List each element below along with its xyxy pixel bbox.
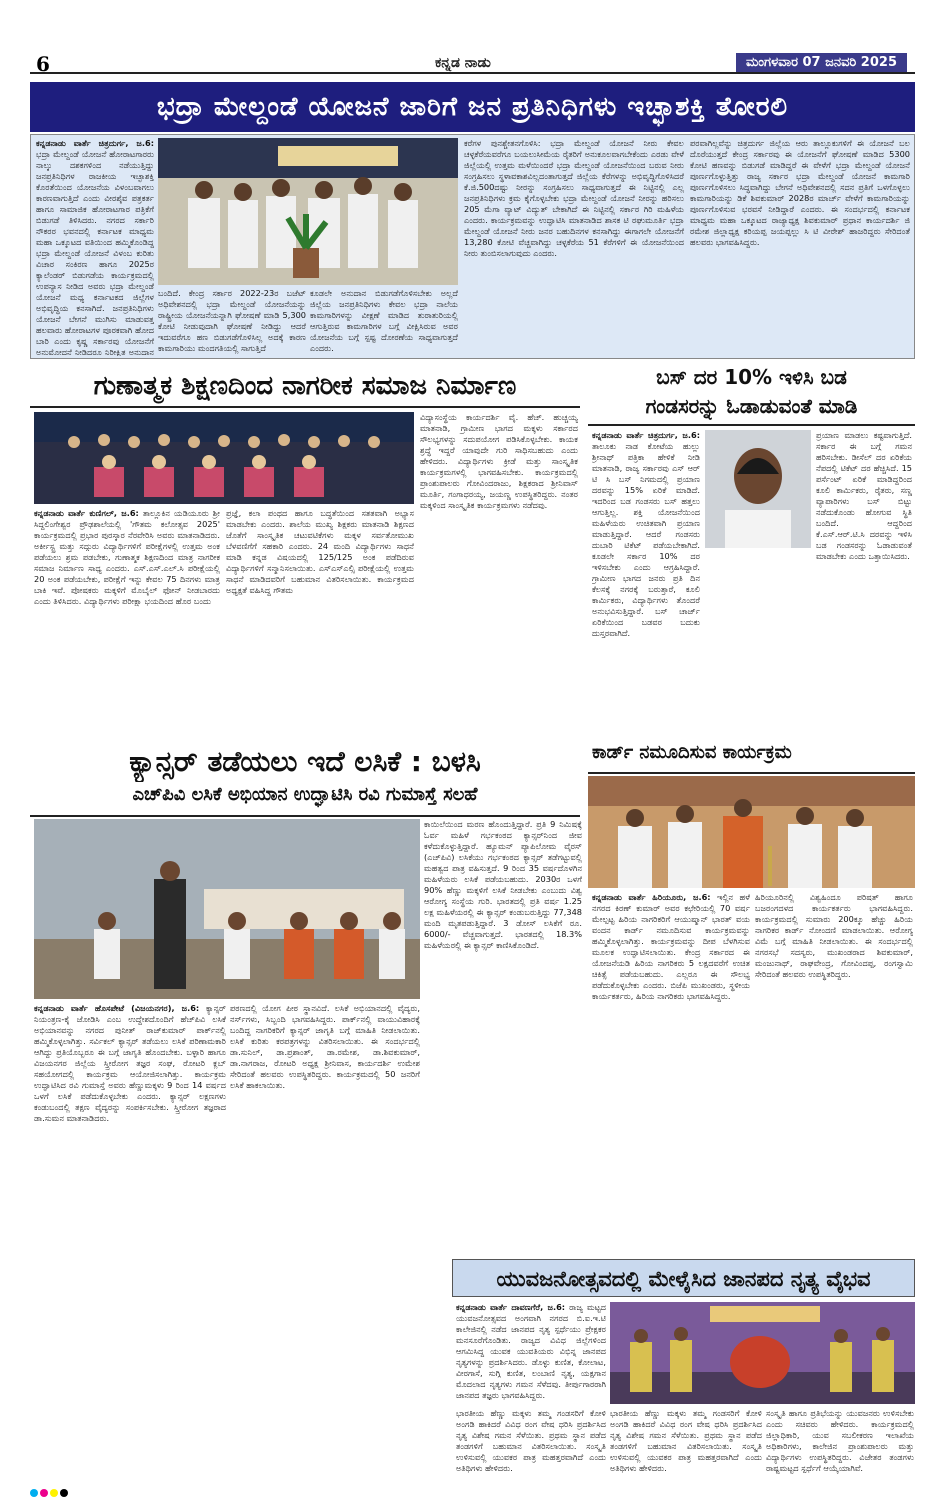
lead-headline: ಭದ್ರಾ ಮೇಲ್ದಂಡೆ ಯೋಜನೆ ಜಾರಿಗೆ ಜನ ಪ್ರತಿನಿಧಿಗಳು ಇಚ್ಛಾಶಕ್ತಿ ತೋರಲಿ [30,82,915,132]
education-col-2: ಪ್ರಜ್ಞೆ, ಕಲಾ ಪಂಥದ ಹಾಗೂ ಬದ್ಧತೆಯಿಂದ ಸತತವಾಗಿ ಅಭ್ಯಾಸ ಮಾಡಬೇಕು ಎಂದರು. ಶಾಲೆಯ ಮುಖ್ಯ ಶಿಕ್ಷಕರು ಮಾತನಾಡಿ ಶಿಕ್ಷಣದ ಜೊತೆಗೆ ಸಾಂಸ್ಕೃತಿಕ ಚಟುವಟಿಕೆಗಳು ಮಕ್ಕಳ ಸರ್ವತೋಮುಖ ಬೆಳವಣಿಗೆಗೆ ಸಹಕಾರಿ ಎಂದರು. 24 ಮಂದಿ ವಿದ್ಯಾರ್ಥಿಗಳು ಸಾಧನೆ ಮಾಡಿ ಕನ್ನಡ ವಿಷಯದಲ್ಲಿ 125/125 ಅಂಕ ಪಡೆದಿರುವ ವಿದ್ಯಾರ್ಥಿಗಳಿಗೆ ಸನ್ಮಾನಿಸಲಾಯಿತು. ಎಸ್ಎಸ್ಎಲ್ಸಿ ಪರೀಕ್ಷೆಯಲ್ಲಿ ಉತ್ತಮ ಸಾಧನೆ ಮಾಡಿದವರಿಗೆ ಬಹುಮಾನ ವಿತರಿಸಲಾಯಿತು. ಕಾರ್ಯಕ್ರಮದ ಅಧ್ಯಕ್ಷತೆ ವಹಿಸಿದ್ದ ಗೌತಮ [226,508,414,595]
lead-text-1: ಭದ್ರಾ ಮೇಲ್ದಂಡೆ ಯೋಜನೆ ಹೋರಾಟಗಾರರು ನಾಲ್ಕು ದಶಕಗಳಿಂದ ನಡೆಯುತ್ತಿದ್ದು ಜನಪ್ರತಿನಿಧಿಗಳ ರಾಜಕೀಯ ಇಚ್ಛಾಶಕ್ತಿ ಕೊರತೆಯಿಂದ ಯೋಜನೆಯ ವಿಳಂಬವಾಗಲು ಕಾರಣವಾಗುತ್ತಿದೆ ಎಂದು ವೀರಶೈವ ಪತ್ರಕರ್ತ ಹಾಗೂ ಸಾಮಾಜಿಕ ಹೋರಾಟಗಾರ ಪತ್ರಿಕೆಗೆ ಬಿಡುಗಡೆ ತಿಳಿಸಿದರು. ನಗರದ ಸರ್ಕಾರಿ ನೌಕರರ ಭವನದಲ್ಲಿ ಕರ್ನಾಟಕ ಮಾಧ್ಯಮ ಮಹಾ ಒಕ್ಕೂಟದ ವತಿಯಿಂದ ಹಮ್ಮಿಕೊಂಡಿದ್ದ ಭದ್ರಾ ಮೇಲ್ದಂಡೆ ಯೋಜನೆ ವಿಳಂಬ ಕುರಿತು ವಿಚಾರ ಸಂಕಿರಣ ಹಾಗೂ 2025ರ ಕ್ಯಾಲೆಂಡರ್ ಬಿಡುಗಡೆಯ ಕಾರ್ಯಕ್ರಮದಲ್ಲಿ ಉಪನ್ಯಾಸ ನೀಡಿದ ಅವರು ಭದ್ರಾ ಮೇಲ್ದಂಡೆ ಯೋಜನೆ ಮಧ್ಯ ಕರ್ನಾಟಕದ ಜಿಲ್ಲೆಗಳ ಅಭಿವೃದ್ಧಿಯ ಕನಸಾಗಿದೆ. ಜನಪ್ರತಿನಿಧಿಗಳು ಯೋಜನೆ ಬೇಗನೆ ಮುಗಿಸು ಮಾಡುವತ್ತ ಹಲವಾರು ಹೋರಾಟಗಳ ಪೂರಕವಾಗಿ ಹೋದ ಬಾರಿ ಎಂದು ಕೃಷ್ಣ ಸರ್ಕಾರವು ಯೋಜನೆಗೆ ಅನುಮೋದನೆ ನೀಡಿದರೂ ನಿರೀಕ್ಷಿತ ಅನುದಾನ [36,149,154,356]
folk-headline: ಯುವಜನೋತ್ಸವದಲ್ಲಿ ಮೇಳೈಸಿದ ಜಾನಪದ ನೃತ್ಯ ವೈಭವ [452,1259,915,1297]
portrait-illustration [705,430,811,548]
cancer-subhead: ಎಚ್‌ಪಿವಿ ಲಸಿಕೆ ಅಭಿಯಾನ ಉದ್ಘಾಟಿಸಿ ರವಿ ಗುಮಾಸ್ತೆ ಸಲಹೆ [132,784,478,805]
card-text-1: ಇಲ್ಲಿನ ಹಳೆ ನಗರದ ಕಿರಣ್ ಕುಮಾರ್ ಅವರ ಕಛೇರಿಯಲ್ಲಿ 70 ವರ್ಷ ಮೇಲ್ಪಟ್ಟ ಹಿರಿಯ ನಾಗರಿಕರಿಗೆ ಆಯುಷ್ಮಾನ್ ಭಾರತ್ ವಯ ವಂದನ ಕಾರ್ಡ್ ನಮೂದಿಸುವ ಕಾರ್ಯಕ್ರಮವನ್ನು ಹಮ್ಮಿಕೊಳ್ಳಲಾಗಿತ್ತು. ಕಾರ್ಯಕ್ರಮವನ್ನು ದೀಪ ಬೆಳಗಿಸುವ ಮೂಲಕ ಉದ್ಘಾಟಿಸಲಾಯಿತು. ಕೇಂದ್ರ ಸರ್ಕಾರದ ಈ ಯೋಜನೆಯಡಿ ಹಿರಿಯ ನಾಗರಿಕರು 5 ಲಕ್ಷದವರೆಗೆ ಉಚಿತ ಚಿಕಿತ್ಸೆ ಪಡೆಯಬಹುದು. ಎಲ್ಲರೂ ಈ ಸೌಲಭ್ಯ ಪಡೆದುಕೊಳ್ಳಬೇಕು ಎಂದರು. ಬಿಜೆಪಿ ಮುಖಂಡರು, ಸ್ಥಳೀಯ ಕಾರ್ಯಕರ್ತರು, ಹಿರಿಯ ನಾಗರಿಕರು ಭಾಗವಹಿಸಿದ್ದರು. [592,892,750,1001]
card-byline: ಕನ್ನಡನಾಡು ವಾರ್ತೆ ಹಿರಿಯೂರು, ಜ.6: [592,892,711,902]
education-col-1 [34,508,220,738]
registration-marks [30,1482,915,1492]
folk-col-2: ಭಾರತೀಯ ಹೆಣ್ಣು ಮಕ್ಕಳು ತಮ್ಮ ಗಂಡಸರಿಗೆ ಕೋಳಿ ಅಂಗಡಿ ಹಾಕಿದರೆ ವಿವಿಧ ರಂಗ ವೇಷ ಧರಿಸಿ ಪ್ರದರ್ಶಿಸಿದ ನೃತ್ಯ ವಿಶೇಷ ಗಮನ ಸೆಳೆಯಿತು. ಪ್ರಥಮ ಸ್ಥಾನ ಪಡೆದ ತಂಡಗಳಿಗೆ ಬಹುಮಾನ ವಿತರಿಸಲಾಯಿತು. ಸಂಸ್ಕೃತಿ ಉಳಿಸುವಲ್ಲಿ ಯುವಕರ ಪಾತ್ರ ಮಹತ್ತರವಾಗಿದೆ ಎಂದು ಅತಿಥಿಗಳು ಹೇಳಿದರು. [456,1408,606,1473]
cancer-col-1 [34,1003,226,1253]
folk-col-1 [456,1302,606,1404]
lead-under-photo-2: ಕೂಡಲೇ ಅನುದಾನ ಬಿಡುಗಡೆಗೊಳಿಸಬೇಕು ಅಲ್ಲದೆ ಜಿಲ್ಲೆಯ ಜನಪ್ರತಿನಿಧಿಗಳು ಕೇವಲ ಭದ್ರಾ ನಾಲೆಯ ಕಾಮಗಾರಿಗಳನ್ನು ವೀಕ್ಷಣೆ ಮಾಡಿದ ತುರಾತುರಿಯಲ್ಲಿ ಆಗುತ್ತಿರುವ ಕಾಮಗಾರಿಗಳ ಬಗ್ಗೆ ವೀಕ್ಷಿಸಿರುವ ಅವರ ಯೋಜನೆಯ ಬಗ್ಗೆ ಸ್ಪಷ್ಟ ದೋರಣೆಯ ಸಾಧ್ಯವಾಗುತ್ತದೆ ಎಂದರು. [310,288,458,353]
page-number: 6 [36,52,50,76]
bus-col-1 [592,430,700,738]
divider [30,406,580,408]
card-col-2: ಹಿರಿಯೂರಿನಲ್ಲಿ ವಿಶ್ವಹಿಂದೂ ಪರಿಷತ್ ಹಾಗೂ ಬಜರಂಗದಳದ ಕಾರ್ಯಕರ್ತರು ಭಾಗವಹಿಸಿದ್ದರು. ಕಾರ್ಯಕ್ರಮದಲ್ಲಿ ಸುಮಾರು 200ಕ್ಕೂ ಹೆಚ್ಚು ಹಿರಿಯ ನಾಗರಿಕರ ಕಾರ್ಡ್ ನೋಂದಣಿ ಮಾಡಲಾಯಿತು. ಆರೋಗ್ಯ ವಿಮೆ ಬಗ್ಗೆ ಮಾಹಿತಿ ನೀಡಲಾಯಿತು. ಈ ಸಂದರ್ಭದಲ್ಲಿ ನಗರಸಭೆ ಸದಸ್ಯರು, ಮುಖಂಡರಾದ ಶಿವಕುಮಾರ್, ಮಂಜುನಾಥ್, ರಾಘವೇಂದ್ರ, ಗೋವಿಂದಪ್ಪ, ರಂಗಸ್ವಾಮಿ ಸೇರಿದಂತೆ ಹಲವರು ಉಪಸ್ಥಿತರಿದ್ದರು. [755,892,913,979]
lead-photo [158,138,458,285]
cancer-byline: ಕನ್ನಡನಾಡು ವಾರ್ತೆ ಹೊಸಪೇಟೆ (ವಿಜಯನಗರ), ಜ.6: [34,1003,200,1013]
education-headline: ಗುಣಾತ್ಮಕ ಶಿಕ್ಷಣದಿಂದ ನಾಗರೀಕ ಸಮಾಜ ನಿರ್ಮಾಣ [93,371,517,401]
black-mark [60,1489,68,1497]
education-byline: ಕನ್ನಡನಾಡು ವಾರ್ತೆ ಕುಣಿಗಲ್, ಜ.6: [34,508,139,518]
card-headline: ಕಾರ್ಡ್ ನಮೂದಿಸುವ ಕಾರ್ಯಕ್ರಮ [592,742,792,763]
card-photo [588,776,915,888]
bus-headline-1: ಬಸ್ ದರ 10% ಇಳಿಸಿ ಬಡ [656,365,847,389]
folk-col-3a: ಭಾರತೀಯ ಹೆಣ್ಣು ಮಕ್ಕಳು ತಮ್ಮ ಗಂಡಸರಿಗೆ ಕೋಳಿ ಅಂಗಡಿ ಹಾಕಿದರೆ ವಿವಿಧ ರಂಗ ವೇಷ ಧರಿಸಿ ಪ್ರದರ್ಶಿಸಿದ ನೃತ್ಯ ವಿಶೇಷ ಗಮನ ಸೆಳೆಯಿತು. ಪ್ರಥಮ ಸ್ಥಾನ ಪಡೆದ ತಂಡಗಳಿಗೆ ಬಹುಮಾನ ವಿತರಿಸಲಾಯಿತು. ಸಂಸ್ಕೃತಿ ಉಳಿಸುವಲ್ಲಿ ಯುವಕರ ಪಾತ್ರ ಮಹತ್ತರವಾಗಿದೆ ಎಂದು ಅತಿಥಿಗಳು ಹೇಳಿದರು. [610,1408,762,1473]
folk-byline: ಕನ್ನಡನಾಡು ವಾರ್ತೆ ದಾವಣಗೆರೆ, ಜ.6: [456,1302,566,1312]
bus-byline: ಕನ್ನಡನಾಡು ವಾರ್ತೆ ಚಿತ್ರದುರ್ಗ, ಜ.6: [592,430,700,440]
cancer-col-3: ಕಾಯಿಲೆಯಿಂದ ಮರಣ ಹೊಂದುತ್ತಿದ್ದಾರೆ. ಪ್ರತಿ 9 ನಿಮಿಷಕ್ಕೆ ಓರ್ವ ಮಹಿಳೆ ಗರ್ಭಕಂಠದ ಕ್ಯಾನ್ಸರ್‌ನಿಂದ ಜೀವ ಕಳೆದುಕೊಳ್ಳುತ್ತಿದ್ದಾರೆ. ಹ್ಯೂಮನ್ ಪ್ಯಾಪಿಲೋಮ ವೈರಸ್ (ಎಚ್‌ಪಿವಿ) ಲಸಿಕೆಯು ಗರ್ಭಕಂಠದ ಕ್ಯಾನ್ಸರ್ ತಡೆಗಟ್ಟುವಲ್ಲಿ ಮಹತ್ವದ ಪಾತ್ರ ವಹಿಸುತ್ತದೆ. 9 ರಿಂದ 35 ವರ್ಷದೊಳಗಿನ ಮಹಿಳೆಯರು ಲಸಿಕೆ ಪಡೆಯಬಹುದು. 2030ರ ಒಳಗೆ 90% ಹೆಣ್ಣು ಮಕ್ಕಳಿಗೆ ಲಸಿಕೆ ನೀಡಬೇಕು ಎಂಬುದು ವಿಶ್ವ ಆರೋಗ್ಯ ಸಂಸ್ಥೆಯ ಗುರಿ. ಭಾರತದಲ್ಲಿ ಪ್ರತಿ ವರ್ಷ 1.25 ಲಕ್ಷ ಮಹಿಳೆಯರಲ್ಲಿ ಈ ಕ್ಯಾನ್ಸರ್ ಕಂಡುಬರುತ್ತಿದ್ದು 77,348 ಮಂದಿ ಮೃತಪಡುತ್ತಿದ್ದಾರೆ. 3 ಡೋಸ್ ಲಸಿಕೆಗೆ ರೂ. 6000/- ವೆಚ್ಚವಾಗುತ್ತದೆ. ಭಾರತದಲ್ಲಿ 18.3% ಮಹಿಳೆಯರಲ್ಲಿ ಈ ಕ್ಯಾನ್ಸರ್ ಕಾಣಿಸಿಕೊಂಡಿದೆ. [424,819,582,950]
masthead: ಕನ್ನಡ ನಾಡು [435,55,491,71]
lead-under-photo-1: ಬಂದಿದೆ. ಕೇಂದ್ರ ಸರ್ಕಾರ 2022-23ರ ಬಜೆಟ್ ಅಧಿವೇಶನದಲ್ಲಿ ಭದ್ರಾ ಮೇಲ್ದಂಡೆ ಯೋಜನೆಯನ್ನು ರಾಷ್ಟ್ರೀಯ ಯೋಜನೆಯನ್ನಾಗಿ ಘೋಷಣೆ ಮಾಡಿ 5,300 ಕೋಟಿ ನೀಡುವುದಾಗಿ ಘೋಷಣೆ ನೀಡಿದ್ದು ಆದರೆ ಇದುವರೆಗೂ ಹಣ ಬಿಡುಗಡೆಗೊಳಿಸಿಲ್ಲ ಅದಕ್ಕೆ ಕಾರಣ ಕಾಮಗಾರಿಯು ಮಂದಗತಿಯಲ್ಲಿ ಸಾಗುತ್ತಿದೆ [158,288,306,353]
page-header [30,52,915,74]
bus-text-1: ತಾಲೂಕು ನಾಡ ಕೋಟೆಯ ಹುಲ್ಲು ಶ್ರೀನಾಥ್ ಪತ್ರಿಕಾ ಹೇಳಿಕೆ ನೀಡಿ ಮಾತನಾಡಿ, ರಾಜ್ಯ ಸರ್ಕಾರವು ಎಸ್ ಆರ್ ಟಿ ಸಿ ಬಸ್ ನಿಗಮದಲ್ಲಿ ಪ್ರಯಾಣ ದರವನ್ನು 15% ಏರಿಕೆ ಮಾಡಿದೆ. ಇದರಿಂದ ಬಡ ಗಂಡಸರು ಬಸ್ ಹತ್ತಲು ಆಗುತ್ತಿಲ್ಲ. ಶಕ್ತಿ ಯೋಜನೆಯಿಂದ ಮಹಿಳೆಯರು ಉಚಿತವಾಗಿ ಪ್ರಯಾಣ ಮಾಡುತ್ತಿದ್ದಾರೆ. ಆದರೆ ಗಂಡಸರು ದುಬಾರಿ ಟಿಕೆಟ್ ಪಡೆಯಬೇಕಾಗಿದೆ. ಕೂಡಲೇ ಸರ್ಕಾರ 10% ದರ ಇಳಿಸಬೇಕು ಎಂದು ಆಗ್ರಹಿಸಿದ್ದಾರೆ. ಗ್ರಾಮೀಣ ಭಾಗದ ಜನರು ಪ್ರತಿ ದಿನ ಕೆಲಸಕ್ಕೆ ನಗರಕ್ಕೆ ಬರುತ್ತಾರೆ, ಕೂಲಿ ಕಾರ್ಮಿಕರು, ವಿದ್ಯಾರ್ಥಿಗಳು ತೊಂದರೆ ಅನುಭವಿಸುತ್ತಿದ್ದಾರೆ. ಬಸ್ ಚಾರ್ಜ್ ಏರಿಕೆಯಿಂದ ಬಡವರ ಬದುಕು ದುಸ್ತರವಾಗಿದೆ. [592,441,700,638]
divider [588,772,915,774]
yellow-mark [50,1489,58,1497]
lead-col-4: ಪರವಾಗಿಲ್ಲವೆನ್ನು ಚಿತ್ರದುರ್ಗ ಜಿಲ್ಲೆಯ ಆರು ತಾಲ್ಲೂಕುಗಳಿಗೆ ಈ ಯೋಜನೆ ಬಲ ದೊರೆಯುತ್ತದೆ ಕೇಂದ್ರ ಸರ್ಕಾರವು ಈ ಯೋಜನೆಗೆ ಘೋಷಣೆ ಮಾಡಿದ 5300 ಕೋಟಿ ಹಣವನ್ನು ಬಿಡುಗಡೆ ಮಾಡಿದ್ದರೆ ಈ ವೇಳೆಗೆ ಭದ್ರಾ ಮೇಲ್ದಂಡೆ ಯೋಜನೆ ಪೂರ್ಣಗೊಳ್ಳುತ್ತಿತ್ತು ರಾಜ್ಯ ಸರ್ಕಾರ ಭದ್ರಾ ಮೇಲ್ದಂಡೆ ಯೋಜನೆ ಕಾಮಗಾರಿ ಪೂರ್ಣಗೊಳಿಸಲು ಸಿದ್ಧವಾಗಿದ್ದು ಬೇಗನೆ ಅಧಿವೇಶನದಲ್ಲಿ ಸದನ ಪ್ರತಿಗೆ ಒಳಗೊಳ್ಳಲು ಕಾಮಗಾರಿಯನ್ನು ಡಿಕೆ ಶಿವಕುಮಾರ್ 2028ರ ಮಾರ್ಚ್ ವೇಳೆಗೆ ಕಾಮಗಾರಿಯನ್ನು ಪೂರ್ಣಗೊಳಿಸುವ ಭರವಸೆ ನೀಡಿದ್ದಾರೆ ಎಂದರು. ಈ ಸಂದರ್ಭದಲ್ಲಿ ಕರ್ನಾಟಕ ಮಾಧ್ಯಮ ಮಹಾ ಒಕ್ಕೂಟದ ರಾಜ್ಯಾಧ್ಯಕ್ಷ ಶಿವಕುಮಾರ್ ಪ್ರಧಾನ ಕಾರ್ಯದರ್ಶಿ ಜಿ ರಮೇಶ ಜಿಲ್ಲಾಧ್ಯಕ್ಷ ಕರಿಯಪ್ಪ ಜಯಪ್ಪಲ್ಲು ಸಿ ಟಿ ವೀರೇಶ್ ಹಾಜರಿದ್ದರು ಸೇರಿದಂತೆ ಹಲವರು ಭಾಗವಹಿಸಿದ್ದರು. [690,138,910,247]
cancer-col-1b [34,1256,226,1473]
cancer-headline: ಕ್ಯಾನ್ಸರ್ ತಡೆಯಲು ಇದೆ ಲಸಿಕೆ : ಬಳಸಿ [129,745,481,778]
card-photo-illustration [588,776,915,888]
cancer-photo-illustration [34,819,420,999]
cancer-photo [34,819,420,999]
bus-portrait [705,430,811,548]
education-text-1: ತಾಲ್ಲೂಕಿನ ಯಡಿಯೂರು ಶ್ರೀ ಸಿದ್ದಲಿಂಗೇಶ್ವರ ಪ್ರೌಢಶಾಲೆಯಲ್ಲಿ 'ಗೌತಮ ಕಲೋತ್ಸವ 2025' ಕಾರ್ಯಕ್ರಮದಲ್ಲಿ ಪ್ರಭಾರ ಪುರಸ್ಕಾರ ನೆರವೇರಿಸಿ ಅವರು ಮಾತನಾಡಿದರು. ಅರ್ಕೀಸ್ಟ್ರ ಮತ್ತು ಸದ್ಗುರು ವಿದ್ಯಾರ್ಥಿಗಳಿಗೆ ಪರೀಕ್ಷೆಗಳಲ್ಲಿ ಉತ್ತಮ ಅಂಕ ಪಡೆಯಲು ಶ್ರಮ ಪಡಬೇಕು, ಗುಣಾತ್ಮಕ ಶಿಕ್ಷಣದಿಂದ ಮಾತ್ರ ನಾಗರೀಕ ಸಮಾಜ ನಿರ್ಮಾಣ ಸಾಧ್ಯ ಎಂದರು. ಎಸ್.ಎಸ್.ಎಲ್.ಸಿ ಪರೀಕ್ಷೆಯಲ್ಲಿ 20 ಅಂಕ ಪಡೆಯಬೇಕು, ಪರೀಕ್ಷೆಗೆ ಇನ್ನು ಕೇವಲ 75 ದಿನಗಳು ಮಾತ್ರ ಬಾಕಿ ಇವೆ. ಪೋಷಕರು ಮಕ್ಕಳಿಗೆ ಮೊಬೈಲ್ ಫೋನ್ ನೀಡಬಾರದು ಎಂದು ತಿಳಿಸಿದರು. ವಿದ್ಯಾರ್ಥಿಗಳು ಪರೀಕ್ಷಾ ಭಯದಿಂದ ಹೊರ ಬಂದು [34,508,220,606]
cancer-col-2: ಪಠಣದಲ್ಲಿ ಯೋಗ ಪೀಠ ಸ್ಥಾನವಿದೆ. ಲಸಿಕೆ ಅಭಿಯಾನದಲ್ಲಿ ವೈದ್ಯರು, ನರ್ಸ್‌ಗಳು, ಸಿಬ್ಬಂದಿ ಭಾಗವಹಿಸಿದ್ದರು. ಪಾರ್ಕ್‌ನಲ್ಲಿ ವಾಯುವಿಹಾರಕ್ಕೆ ಬಂದಿದ್ದ ನಾಗರಿಕರಿಗೆ ಕ್ಯಾನ್ಸರ್ ಜಾಗೃತಿ ಬಗ್ಗೆ ಮಾಹಿತಿ ನೀಡಲಾಯಿತು. ಲಸಿಕೆ ಕುರಿತು ಕರಪತ್ರಗಳನ್ನು ವಿತರಿಸಲಾಯಿತು. ಈ ಸಂದರ್ಭದಲ್ಲಿ ಡಾ.ಸುನಿಲ್, ಡಾ.ಪ್ರಶಾಂತ್, ಡಾ.ರಮೇಶ, ಡಾ.ಶಿವಕುಮಾರ್, ಡಾ.ನಾಗರಾಜ, ರೋಟರಿ ಅಧ್ಯಕ್ಷ ಶ್ರೀನಿವಾಸ, ಕಾರ್ಯದರ್ಶಿ ಉಮೇಶ ಸೇರಿದಂತೆ ಹಲವರು ಉಪಸ್ಥಿತರಿದ್ದರು. ಕಾರ್ಯಕ್ರಮದಲ್ಲಿ 50 ಜನರಿಗೆ ಲಸಿಕೆ ಹಾಕಲಾಯಿತು. [230,1003,420,1090]
cancer-text-1: ಕ್ಯಾನ್ಸರ್ ನಿಯಂತ್ರಣ-ಕೈ ಜೋಡಿಸಿ ಎಂಬ ಉದ್ದೇಶದೊಂದಿಗೆ ಹೆಚ್‌ಪಿವಿ ಲಸಿಕೆ ಅಭಿಯಾನವನ್ನು ನಗರದ ಪುನೀತ್ ರಾಜ್‌ಕುಮಾರ್ ಪಾರ್ಕ್‌ನಲ್ಲಿ ಹಮ್ಮಿಕೊಳ್ಳಲಾಗಿತ್ತು. ಸರ್ವಿಕಲ್ ಕ್ಯಾನ್ಸರ್ ತಡೆಯಲು ಲಸಿಕೆ ಪರಿಣಾಮಕಾರಿ ಆಗಿದ್ದು ಪ್ರತಿಯೊಬ್ಬರೂ ಈ ಬಗ್ಗೆ ಜಾಗೃತಿ ಹೊಂದಬೇಕು. ಬಳ್ಳಾರಿ ಹಾಗೂ ವಿಜಯನಗರ ಜಿಲ್ಲೆಯ ಸ್ತ್ರೀರೋಗ ತಜ್ಞರ ಸಂಘ, ರೋಟರಿ ಕ್ಲಬ್ ಸಹಯೋಗದಲ್ಲಿ ಕಾರ್ಯಕ್ರಮ ಆಯೋಜಿಸಲಾಗಿತ್ತು. ಕಾರ್ಯಕ್ರಮ ಉದ್ಘಾಟಿಸಿದ ರವಿ ಗುಮಾಸ್ತೆ ಅವರು ಹೆಣ್ಣುಮಕ್ಕಳು 9 ರಿಂದ 14 ವರ್ಷದ ಒಳಗೆ ಲಸಿಕೆ ಪಡೆದುಕೊಳ್ಳಬೇಕು ಎಂದರು. ಕ್ಯಾನ್ಸರ್ ಲಕ್ಷಣಗಳು ಕಂಡುಬಂದಲ್ಲಿ ತಕ್ಷಣ ವೈದ್ಯರನ್ನು ಸಂಪರ್ಕಿಸಬೇಕು. ಸ್ತ್ರೀರೋಗ ತಜ್ಞರಾದ ಡಾ.ಸುಮನ ಮಾತನಾಡಿದರು. [34,1003,226,1123]
education-photo-illustration [34,412,414,504]
folk-photo [610,1302,915,1404]
card-col-1 [592,892,750,1252]
divider [30,815,580,817]
magenta-mark [40,1489,48,1497]
bus-headline-2: ಗಂಡಸರನ್ನು ಓಡಾಡುವಂತೆ ಮಾಡಿ [645,394,858,418]
bus-col-2: ಪ್ರಯಾಣ ಮಾಡಲು ಕಷ್ಟವಾಗುತ್ತಿದೆ. ಸರ್ಕಾರ ಈ ಬಗ್ಗೆ ಗಮನ ಹರಿಸಬೇಕು. ಡೀಸೆಲ್ ದರ ಏರಿಕೆಯ ನೆಪದಲ್ಲಿ ಟಿಕೆಟ್ ದರ ಹೆಚ್ಚಿಸಿದೆ. 15 ಪರ್ಸೆಂಟ್ ಏರಿಕೆ ಮಾಡಿದ್ದರಿಂದ ಕೂಲಿ ಕಾರ್ಮಿಕರು, ರೈತರು, ಸಣ್ಣ ವ್ಯಾಪಾರಿಗಳು ಬಸ್ ಬಿಟ್ಟು ನಡೆದುಕೊಂಡು ಹೋಗುವ ಸ್ಥಿತಿ ಬಂದಿದೆ. ಆದ್ದರಿಂದ ಕೆ.ಎಸ್.ಆರ್.ಟಿ.ಸಿ ದರವನ್ನು ಇಳಿಸಿ ಬಡ ಗಂಡಸರನ್ನು ಓಡಾಡುವಂತೆ ಮಾಡಬೇಕು ಎಂದು ಒತ್ತಾಯಿಸಿದರು. [816,430,912,561]
education-col-3: ವಿದ್ಯಾಸಂಸ್ಥೆಯ ಕಾರ್ಯದರ್ಶಿ ವೈ. ಹೆಚ್. ಹುಚ್ಚಯ್ಯ ಮಾತನಾಡಿ, ಗ್ರಾಮೀಣ ಭಾಗದ ಮಕ್ಕಳು ಸರ್ಕಾರದ ಸೌಲಭ್ಯಗಳನ್ನು ಸದುಪಯೋಗ ಪಡಿಸಿಕೊಳ್ಳಬೇಕು. ಕಾಯಕ ಶ್ರದ್ಧೆ ಇದ್ದರೆ ಯಾವುದೇ ಗುರಿ ಸಾಧಿಸಬಹುದು ಎಂದು ಹೇಳಿದರು. ವಿದ್ಯಾರ್ಥಿಗಳು ಕ್ರೀಡೆ ಮತ್ತು ಸಾಂಸ್ಕೃತಿಕ ಕಾರ್ಯಕ್ರಮಗಳಲ್ಲಿ ಭಾಗವಹಿಸಬೇಕು. ಕಾರ್ಯಕ್ರಮದಲ್ಲಿ ಪ್ರಾಂಶುಪಾಲರು ಗೋವಿಂದರಾಜು, ಶಿಕ್ಷಕರಾದ ಶ್ರೀನಿವಾಸ್ ಮೂರ್ತಿ, ಗಂಗಾಧರಯ್ಯ, ಜಯಣ್ಣ ಉಪಸ್ಥಿತರಿದ್ದರು. ನಂತರ ಮಕ್ಕಳಿಂದ ಸಾಂಸ್ಕೃತಿಕ ಕಾರ್ಯಕ್ರಮಗಳು ನಡೆದವು. [420,412,578,510]
issue-date: ಮಂಗಳವಾರ 07 ಜನವರಿ 2025 [736,53,907,72]
cyan-mark [30,1489,38,1497]
folk-text-1: ರಾಜ್ಯ ಮಟ್ಟದ ಯುವಜನೋತ್ಸವದ ಅಂಗವಾಗಿ ನಗರದ ಬಿ.ಐ.ಇ.ಟಿ ಕಾಲೇಜಿನಲ್ಲಿ ನಡೆದ ಜಾನಪದ ನೃತ್ಯ ಸ್ಪರ್ಧೆಯು ಪ್ರೇಕ್ಷಕರ ಮನಸೂರೆಗೊಂಡಿತು. ರಾಜ್ಯದ ವಿವಿಧ ಜಿಲ್ಲೆಗಳಿಂದ ಆಗಮಿಸಿದ್ದ ಯುವಕ ಯುವತಿಯರು ವಿಭಿನ್ನ ಜಾನಪದ ನೃತ್ಯಗಳನ್ನು ಪ್ರದರ್ಶಿಸಿದರು. ಡೊಳ್ಳು ಕುಣಿತ, ಕೋಲಾಟ, ವೀರಗಾಸೆ, ಸುಗ್ಗಿ ಕುಣಿತ, ಲಂಬಾಣಿ ನೃತ್ಯ, ಯಕ್ಷಗಾನ ಮೊದಲಾದ ನೃತ್ಯಗಳು ಗಮನ ಸೆಳೆದವು. ತೀರ್ಪುಗಾರರಾಗಿ ಜಾನಪದ ತಜ್ಞರು ಭಾಗವಹಿಸಿದ್ದರು. [456,1302,606,1400]
divider [588,424,915,426]
lead-col-1 [36,138,154,356]
education-photo [34,412,414,504]
folk-col-3: ಸಂಸ್ಕೃತಿ ಹಾಗೂ ಪ್ರತಿಭೆಯನ್ನು ಯುವಜನರು ಉಳಿಸಬೇಕು ಎಂದು ಸಚಿವರು ಹೇಳಿದರು. ಕಾರ್ಯಕ್ರಮದಲ್ಲಿ ಜಿಲ್ಲಾಧಿಕಾರಿ, ಯುವ ಸಬಲೀಕರಣ ಇಲಾಖೆಯ ಅಧಿಕಾರಿಗಳು, ಕಾಲೇಜಿನ ಪ್ರಾಂಶುಪಾಲರು ಮತ್ತು ವಿದ್ಯಾರ್ಥಿಗಳು ಉಪಸ್ಥಿತರಿದ್ದರು. ವಿಜೇತರ ತಂಡಗಳು ರಾಷ್ಟ್ರಮಟ್ಟದ ಸ್ಪರ್ಧೆಗೆ ಆಯ್ಕೆಯಾಗಿವೆ. [766,1408,914,1473]
lead-photo-illustration [158,138,458,285]
lead-col-3: ಕರೆಗಳ ಪುನಶ್ಚೇತನಗೊಳಿಸಿ: ಭದ್ರಾ ಮೇಲ್ದಂಡೆ ಯೋಜನೆ ನೀರು ಕೇವಲ ಚಳ್ಳಕೆರೆಯವರೆಗೂ ಬಯಲುಸೀಮೆಯ ರೈತರಿಗೆ ಅನುಕೂಲವಾಗಬೇಕೆಂದು ಎರಡು ವೇಳೆ ಜಿಲ್ಲೆಯಲ್ಲಿ ಉತ್ತಮ ಮಳೆಯಿಂದರೆ ಭದ್ರಾ ಮೇಲ್ದಂಡೆ ಯೋಜನೆಯಿಂದ ಬರುವ ನೀರು ಸಂಗ್ರಹಿಸಲು ಸ್ಥಳಾವಕಾಶವಿಲ್ಲದಂತಾಗುತ್ತದೆ ಜಿಲ್ಲೆಯ ಕೆರೆಗಳನ್ನು ಅಭಿವೃದ್ಧಿಗೊಳಿಸಿದರೆ ಕೆ.ಜಿ.500ದಷ್ಟು ನೀರನ್ನು ಸಂಗ್ರಹಿಸಲು ಸಾಧ್ಯವಾಗುತ್ತದೆ ಈ ನಿಟ್ಟಿನಲ್ಲಿ ಎಲ್ಲ ಜನಪ್ರತಿನಿಧಿಗಳು ಕ್ರಮ ಕೈಗೊಳ್ಳಬೇಕು ಭದ್ರಾ ಮೇಲ್ದಂಡೆ ಯೋಜನೆ ನೀರನ್ನು ಹರಿಸಲು 205 ಮೆಗಾ ವ್ಯಾಟ್ ವಿದ್ಯುತ್ ಬೇಕಾಗಿದೆ ಈ ನಿಟ್ಟಿನಲ್ಲಿ ಸರ್ಕಾರ ಗಿರಿ ಮಹಿಳೆಯ ಎಂದರು. ಕಾರ್ಯಕ್ರಮವನ್ನು ಉದ್ಘಾಟಿಸಿ ಮಾತನಾಡಿದ ಶಾಸಕ ಟಿ ರಘುಮೂರ್ತಿ ಭದ್ರಾ ಮೇಲ್ದಂಡೆ ಯೋಜನೆ ನೀರು ಜನರ ಬಹುದಿನಗಳ ಕನಸಾಗಿದ್ದು ಈಗಾಗಲೇ ಯೋಜನೆಗೆ 13,280 ಕೋಟಿ ವೆಚ್ಚವಾಗಿದ್ದು ಚಳ್ಳಕೆರೆಯ 51 ಕೆರೆಗಳಿಗೆ ಈ ಯೋಜನೆಯಿಂದ ನೀರು ತುಂಬಿಸಲಾಗುವುದು ಎಂದರು. [464,138,684,258]
folk-photo-illustration [610,1302,915,1404]
lead-byline: ಕನ್ನಡನಾಡು ವಾರ್ತೆ ಚಿತ್ರದುರ್ಗ, ಜ.6: [36,138,154,148]
